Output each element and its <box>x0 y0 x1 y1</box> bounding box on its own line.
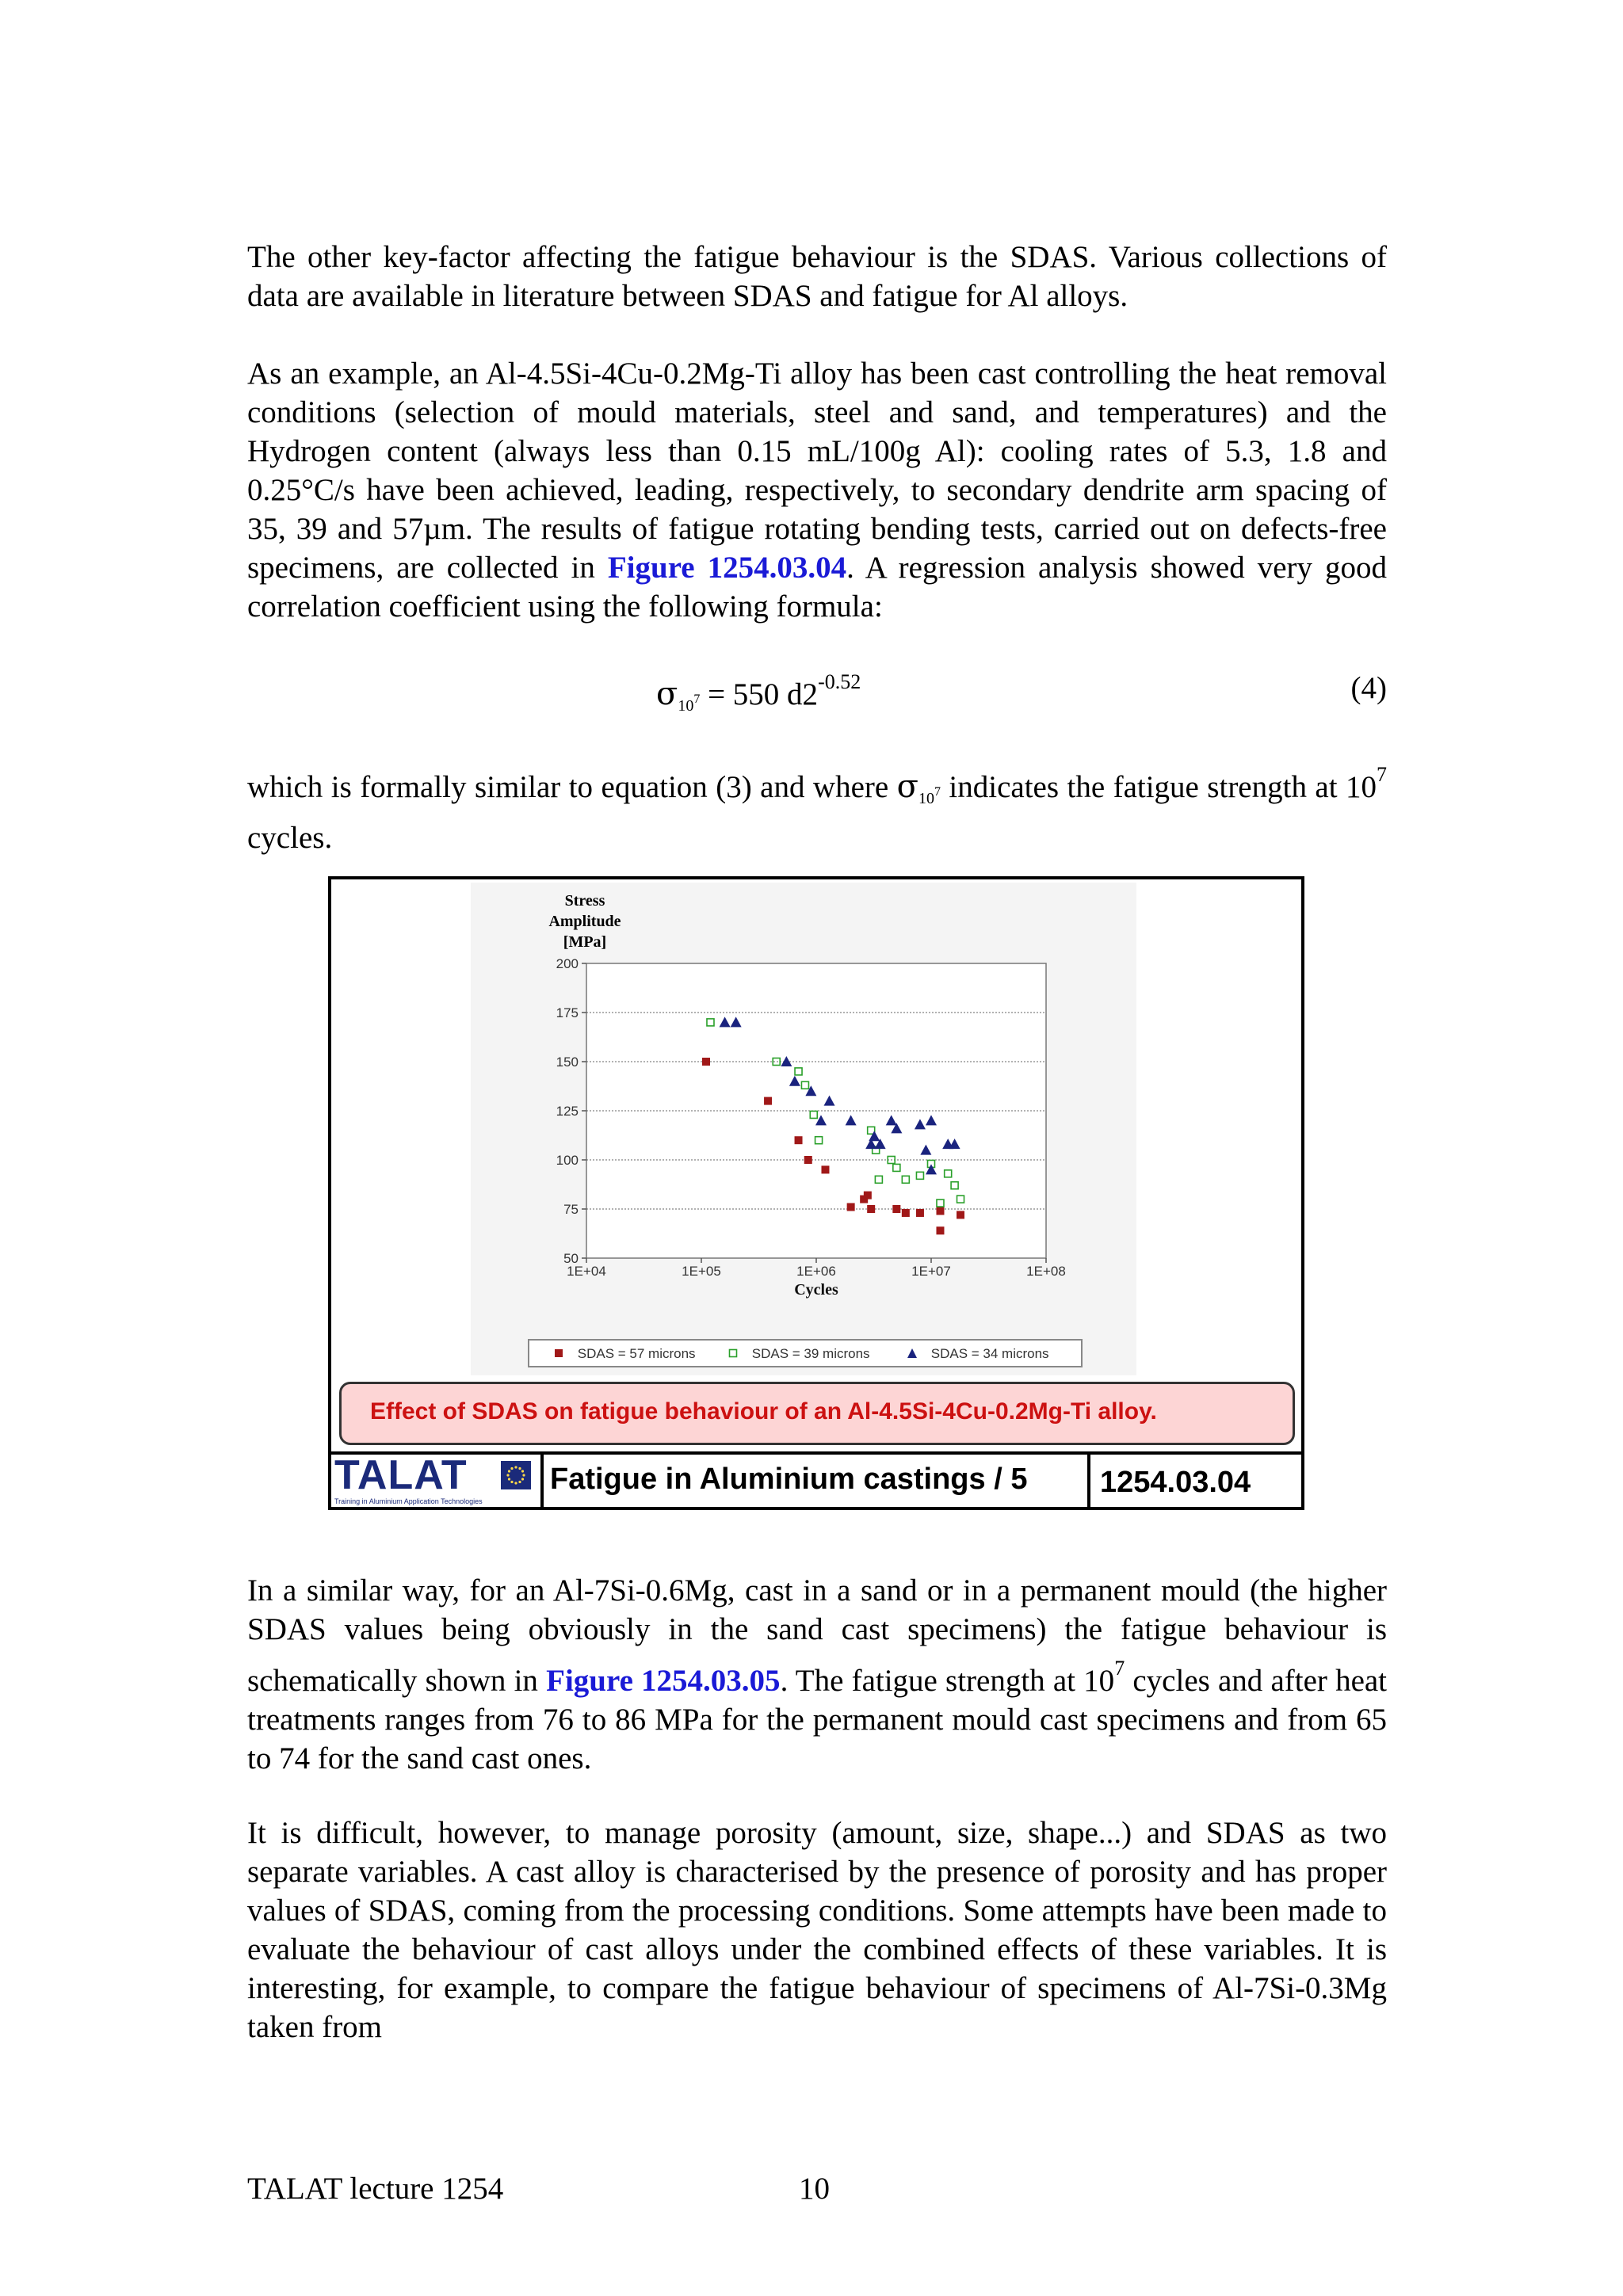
y-axis-label-line: Stress <box>564 892 605 910</box>
legend-label: SDAS = 57 microns <box>577 1346 696 1361</box>
x-tick-label: 1E+05 <box>682 1264 721 1279</box>
equation-number: (4) <box>1350 671 1387 705</box>
scatter-chart <box>471 883 1136 1375</box>
data-point-sdas-57 <box>795 1136 803 1144</box>
x-tick-label: 1E+04 <box>567 1264 606 1279</box>
talat-logo-subtitle: Training in Aluminium Application Technologies <box>334 1497 483 1505</box>
footer-divider <box>540 1455 544 1507</box>
figure-1254-03-04 <box>328 876 1304 1510</box>
data-point-sdas-57 <box>902 1209 910 1217</box>
data-point-sdas-57 <box>936 1226 944 1234</box>
data-point-sdas-57 <box>764 1097 772 1105</box>
paragraph-example <box>247 354 1387 626</box>
sigma-symbol: σ <box>896 769 918 805</box>
y-axis-label-line: [MPa] <box>563 933 607 951</box>
y-tick-label: 200 <box>556 956 579 971</box>
paragraph-text: indicates the fatigue strength at 10 <box>949 770 1377 804</box>
x-tick-label: 1E+08 <box>1026 1264 1066 1279</box>
talat-logo-word: TALAT <box>334 1452 468 1498</box>
figure-caption: Effect of SDAS on fatigue behaviour of an Al-4.5Si-4Cu-0.2Mg-Ti alloy. <box>370 1398 1157 1425</box>
y-axis-label <box>537 891 632 952</box>
data-point-sdas-57 <box>892 1205 900 1213</box>
data-point-sdas-57 <box>804 1156 812 1164</box>
paragraph-text: cycles. <box>247 821 333 855</box>
paragraph-text: . A regression analysis showed very good correlation coefficient using the following formula: <box>247 551 1387 624</box>
paragraph-equation-note <box>247 755 1387 857</box>
figure-footer-title: Fatigue in Aluminium castings / 5 <box>550 1463 1028 1496</box>
equation-formula <box>656 670 861 715</box>
filled-triangle-icon <box>907 1348 918 1359</box>
data-point-sdas-57 <box>867 1205 875 1213</box>
chart-area <box>471 883 1136 1375</box>
legend-label: SDAS = 39 microns <box>751 1346 870 1361</box>
equation-subscript: 107 <box>918 785 941 807</box>
data-point-sdas-57 <box>847 1203 855 1211</box>
y-tick-label: 75 <box>563 1202 579 1217</box>
data-point-sdas-57 <box>702 1058 710 1066</box>
x-tick-label: 1E+07 <box>911 1264 951 1279</box>
equation-4 <box>247 666 1387 713</box>
data-point-sdas-57 <box>916 1209 924 1217</box>
data-point-sdas-57 <box>936 1207 944 1215</box>
paragraph-text: It is difficult, however, to manage porosity (amount, size, shape...) and SDAS as two separate variables. A cast alloy is characterised by the presence of porosity and has proper values of SDAS, coming from the processing conditions. Some attempts have been made to evaluate the behaviour of cast alloys under the combined effects of these variables. It is interesting, for example, to compare the fatigue behaviour of specimens of Al-7Si-0.3Mg taken from <box>247 1816 1387 2044</box>
legend-item-34 <box>907 1346 1049 1362</box>
chart-legend <box>528 1339 1083 1367</box>
figure-footer-bar <box>331 1451 1301 1507</box>
legend-label: SDAS = 34 microns <box>930 1346 1049 1361</box>
paragraph-sdas-intro <box>247 238 1387 315</box>
figure-reference-link[interactable]: Figure 1254.03.04 <box>607 551 847 585</box>
page-footer-lecture: TALAT lecture 1254 <box>247 2172 504 2206</box>
paragraph-text: cycles and after heat treatments ranges from 76 to 86 MPa for the permanent mould cast specimens and from 65 to 74 for the sand cast ones. <box>247 1664 1388 1775</box>
y-tick-label: 175 <box>556 1005 579 1020</box>
data-point-sdas-57 <box>821 1165 829 1173</box>
y-axis-label-line: Amplitude <box>548 913 621 930</box>
legend-item-39 <box>727 1346 870 1362</box>
figure-caption-box <box>339 1382 1295 1445</box>
superscript: 7 <box>1377 763 1387 786</box>
paragraph-text: which is formally similar to equation (3) and where <box>247 770 889 804</box>
paragraph-text: In a similar way, for an Al-7Si-0.6Mg, cast in a sand or in a permanent mould (the higher SDAS values being obviously in the sand cast specimens) the fatigue behaviour is schematically shown in <box>247 1573 1387 1698</box>
y-tick-label: 50 <box>563 1251 579 1266</box>
paragraph-similar-way <box>247 1571 1387 1778</box>
paragraph-porosity <box>247 1814 1387 2046</box>
footer-divider <box>1087 1455 1090 1507</box>
sigma-symbol: σ <box>656 676 678 712</box>
x-axis-label: Cycles <box>794 1281 838 1299</box>
eu-flag-icon <box>501 1461 531 1489</box>
y-tick-label: 150 <box>556 1055 579 1070</box>
legend-item-57 <box>553 1346 696 1362</box>
figure-reference-link[interactable]: Figure 1254.03.05 <box>546 1664 781 1698</box>
y-tick-label: 125 <box>556 1104 579 1119</box>
data-point-sdas-57 <box>864 1192 872 1199</box>
figure-code: 1254.03.04 <box>1100 1466 1251 1499</box>
open-square-icon <box>727 1348 739 1359</box>
paragraph-text: The other key-factor affecting the fatigue behaviour is the SDAS. Various collections of data are available in literature between SDAS and fatigue for Al alloys. <box>247 240 1387 313</box>
data-point-sdas-57 <box>957 1211 964 1219</box>
page-number: 10 <box>799 2172 830 2206</box>
filled-square-icon <box>553 1348 564 1359</box>
equation-exponent: -0.52 <box>818 670 861 693</box>
equation-subscript: 107 <box>678 692 701 715</box>
talat-logo <box>334 1452 537 1508</box>
equation-rhs: = 550 d2 <box>700 677 819 711</box>
superscript: 7 <box>1114 1657 1125 1680</box>
y-tick-label: 100 <box>556 1153 579 1168</box>
x-tick-label: 1E+06 <box>796 1264 836 1279</box>
paragraph-text: . The fatigue strength at 10 <box>780 1664 1115 1698</box>
paragraph-text: As an example, an Al-4.5Si-4Cu-0.2Mg-Ti alloy has been cast controlling the heat removal conditions (selection of mould materials, steel and sand, and temperatures) and the Hydrogen content (always less than 0.15 mL/100g Al): cooling rates of 5.3, 1.8 and 0.25°C/s have been achieved, leading, respectively, to secondary dendrite arm spacing of 35, 39 and 57µm. The results of fatigue rotating bending tests, carried out on defects-free specimens, are collected in <box>247 357 1387 585</box>
